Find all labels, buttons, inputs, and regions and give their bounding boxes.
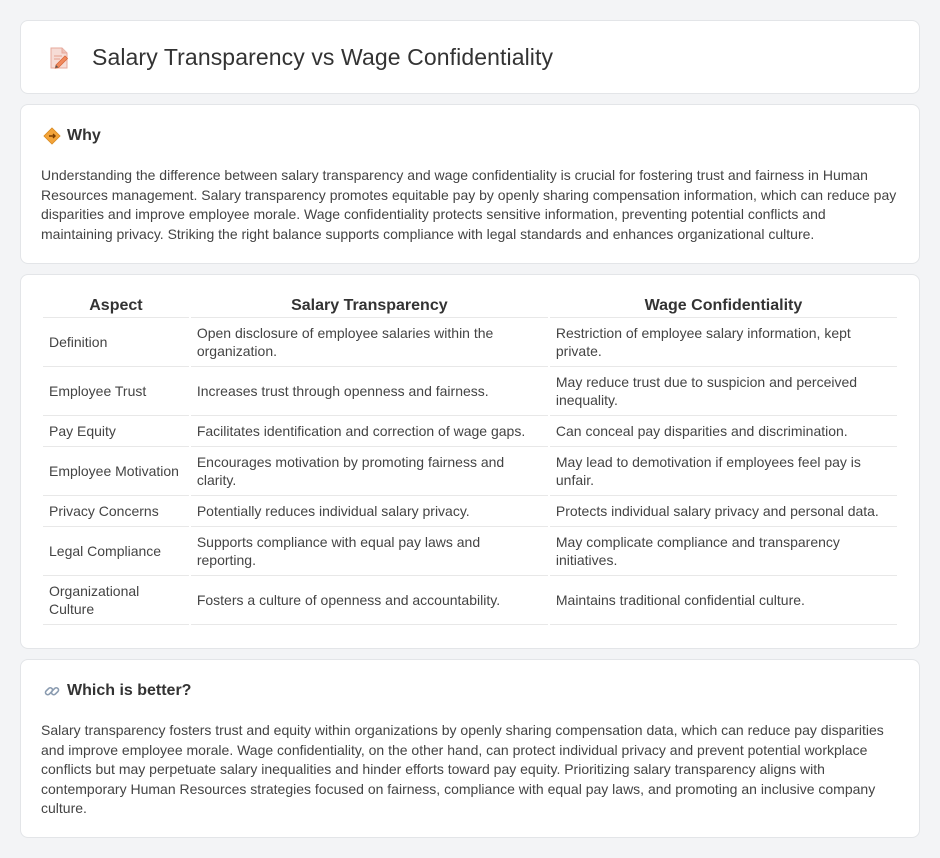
table-row: [43, 318, 897, 367]
document-pencil-icon: [47, 46, 71, 70]
comparison-table: [41, 296, 899, 625]
cell-transparency: Encourages motivation by promoting fairness and clarity.: [191, 447, 548, 496]
better-text: Salary transparency fosters trust and equity within organizations by openly sharing compensation data, which can reduce pay disparities and improve employee morale. Wage confidentiality, on the other hand, can protect individual privacy and prevent potential workplace conflicts but may perpetuate salary inequalities and hinder efforts toward pay equity. Prioritizing salary transparency aligns with contemporary Human Resources strategies focused on fairness, compliance with equal pay laws, and promoting an inclusive company culture.: [41, 722, 884, 817]
cell-transparency: Potentially reduces individual salary privacy.: [191, 496, 548, 527]
cell-transparency: Open disclosure of employee salaries within the organization.: [191, 318, 548, 367]
link-icon: [43, 682, 61, 700]
table-row: [43, 416, 897, 447]
cell-confidentiality: Can conceal pay disparities and discrimination.: [550, 416, 897, 447]
cell-confidentiality: May complicate compliance and transparency initiatives.: [550, 527, 897, 576]
cell-aspect: Legal Compliance: [43, 527, 189, 576]
cell-aspect: Pay Equity: [43, 416, 189, 447]
table-row: [43, 527, 897, 576]
table-row: [43, 447, 897, 496]
table-header-row: [43, 296, 897, 318]
page-title: Salary Transparency vs Wage Confidentiality: [92, 44, 554, 70]
better-heading: [43, 682, 191, 700]
why-text: Understanding the difference between salary transparency and wage confidentiality is crucial for fostering trust and fairness in Human Resources management. Salary transparency promotes equitable pay by openly sharing compensation information, which can reduce pay disparities and improve employee morale. Wage confidentiality protects sensitive information, preventing potential conflicts and maintaining privacy. Striking the right balance supports compliance with legal standards and enhances organizational culture.: [41, 167, 897, 242]
cell-confidentiality: May lead to demotivation if employees feel pay is unfair.: [550, 447, 897, 496]
diamond-warning-icon: [43, 127, 61, 145]
better-title: Which is better?: [67, 682, 192, 699]
table-row: [43, 367, 897, 416]
header-card: [20, 20, 920, 94]
cell-confidentiality: May reduce trust due to suspicion and perceived inequality.: [550, 367, 897, 416]
cell-aspect: Employee Trust: [43, 367, 189, 416]
why-heading: [43, 127, 101, 145]
cell-aspect: Privacy Concerns: [43, 496, 189, 527]
cell-confidentiality: Restriction of employee salary information, kept private.: [550, 318, 897, 367]
cell-aspect: Definition: [43, 318, 189, 367]
cell-transparency: Increases trust through openness and fairness.: [191, 367, 548, 416]
cell-confidentiality: Protects individual salary privacy and personal data.: [550, 496, 897, 527]
cell-transparency: Fosters a culture of openness and accountability.: [191, 576, 548, 625]
header-wage-confidentiality: Wage Confidentiality: [550, 296, 897, 318]
cell-transparency: Supports compliance with equal pay laws and reporting.: [191, 527, 548, 576]
header-aspect: Aspect: [43, 296, 189, 318]
why-section: [20, 104, 920, 264]
comparison-section: [20, 274, 920, 649]
cell-transparency: Facilitates identification and correction of wage gaps.: [191, 416, 548, 447]
which-is-better-section: [20, 659, 920, 838]
cell-aspect: Organizational Culture: [43, 576, 189, 625]
header-salary-transparency: Salary Transparency: [191, 296, 548, 318]
table-row: [43, 576, 897, 625]
why-title: Why: [67, 127, 101, 144]
table-row: [43, 496, 897, 527]
cell-confidentiality: Maintains traditional confidential culture.: [550, 576, 897, 625]
cell-aspect: Employee Motivation: [43, 447, 189, 496]
